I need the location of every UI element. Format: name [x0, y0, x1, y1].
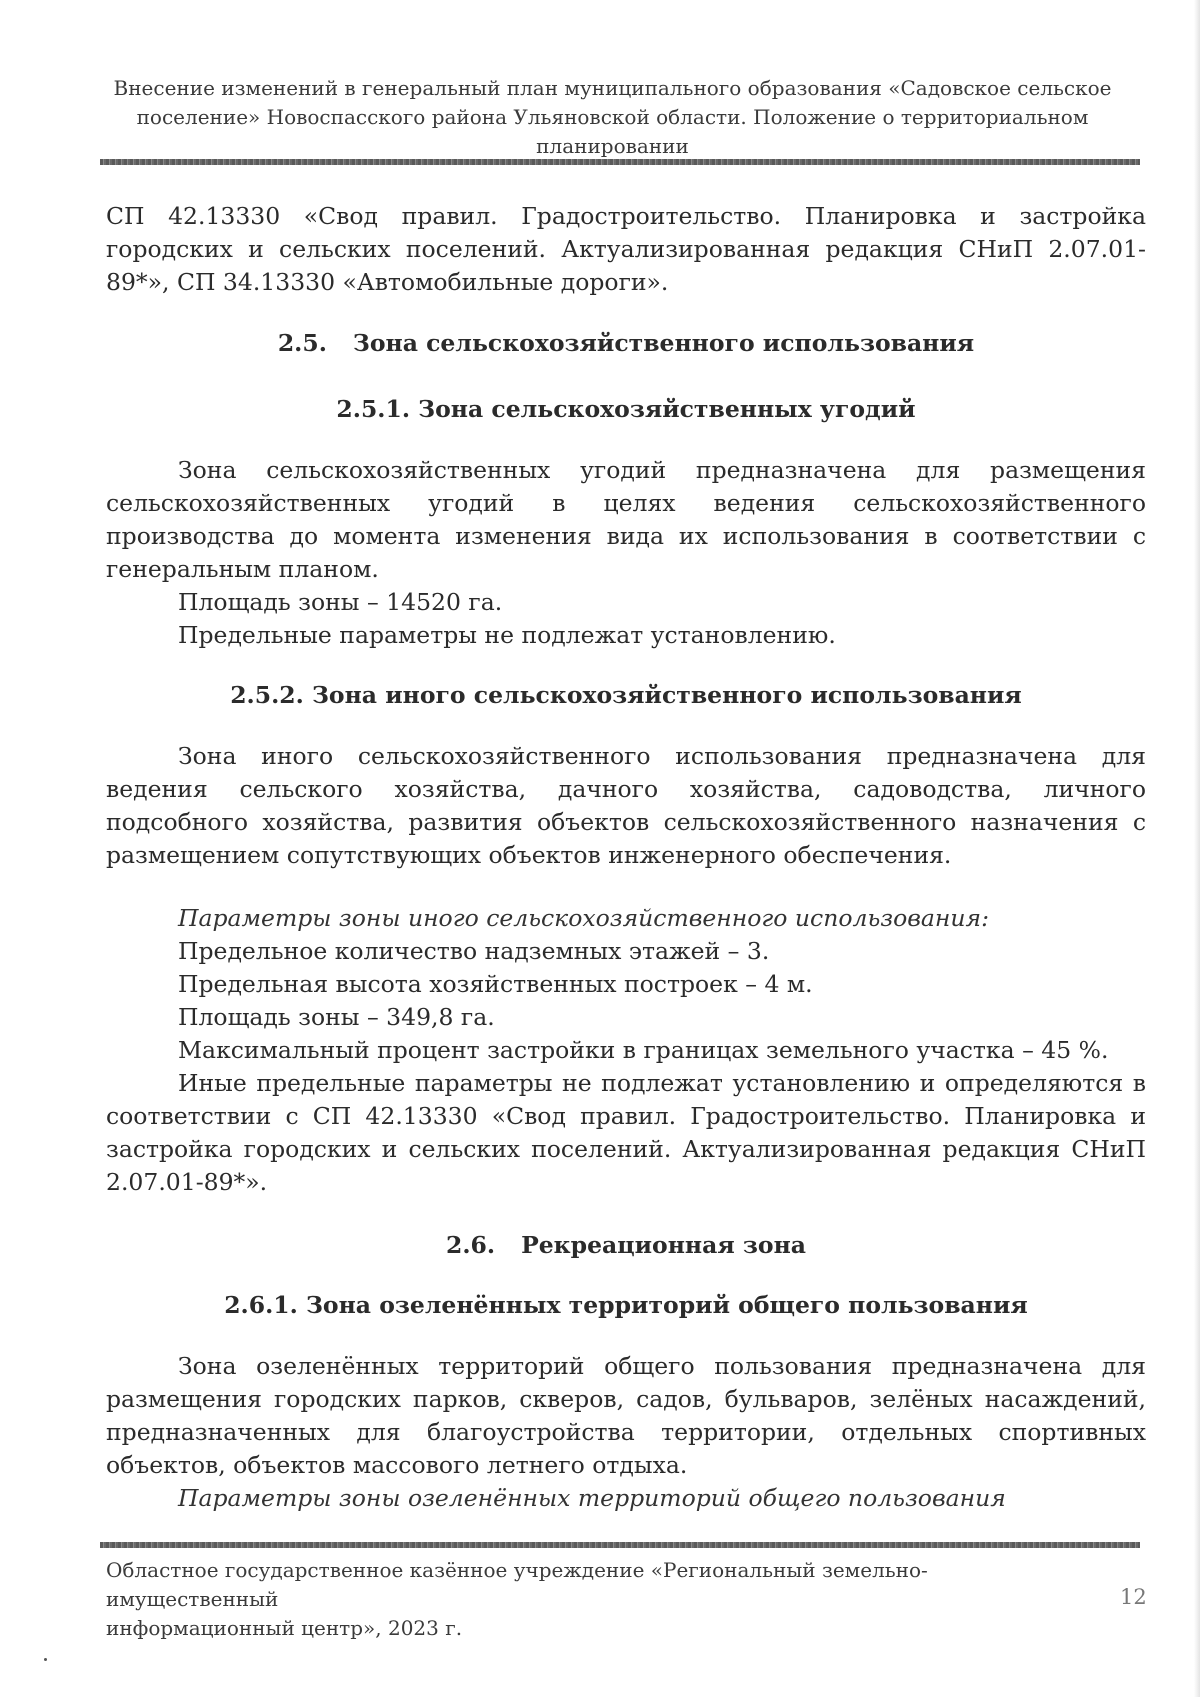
header-line-3: планировании — [536, 134, 689, 158]
header-divider — [100, 159, 1140, 165]
section-heading-2-5 — [106, 327, 1146, 360]
param-percent: Максимальный процент застройки в границах земельного участка – 45 %. — [178, 1036, 1109, 1064]
param-height: Предельная высота хозяйственных построек – 4 м. — [178, 970, 813, 998]
section-title: Зона сельскохозяйственного использования — [352, 329, 975, 357]
section-title: Рекреационная зона — [521, 1231, 806, 1259]
page-number: 12 — [1120, 1585, 1147, 1609]
params-heading-2-6-1: Параметры зоны озеленённых территорий общего пользования — [178, 1484, 1006, 1512]
intro-paragraph: СП 42.13330 «Свод правил. Градостроительство. Планировка и застройка городских и сельских поселений. Актуализированная редакция СНиП 2.07.01-89*», СП 34.13330 «Автомобильные дороги». — [106, 202, 1146, 296]
footer-divider — [100, 1542, 1140, 1548]
running-footer — [106, 1556, 1096, 1643]
zone-area-2-5-1: Площадь зоны – 14520 га. — [178, 588, 503, 616]
other-params-2-5-2: Иные предельные параметры не подлежат установлению и определяются в соответствии с СП 42.13330 «Свод правил. Градостроительство. Планировка и застройка городских и сельских поселений. Актуализированная редакция СНиП 2.07.01-89*». — [106, 1069, 1146, 1196]
paragraph-2-5-2: Зона иного сельскохозяйственного использования предназначена для ведения сельского хозяйства, дачного хозяйства, садоводства, личного подсобного хозяйства, развития объектов сельскохозяйственного назначения с размещением сопутствующих объектов инженерного обеспечения. — [106, 742, 1146, 869]
footer-line-1: Областное государственное казённое учреждение «Региональный земельно-имущественный — [106, 1558, 928, 1611]
paragraph-2-5-1: Зона сельскохозяйственных угодий предназначена для размещения сельскохозяйственных угодий в целях ведения сельскохозяйственного производства до момента изменения вида их использования в соответствии с генеральным планом. — [106, 456, 1146, 583]
section-number: 2.6. — [445, 1231, 496, 1259]
subsection-heading-2-5-1: 2.5.1. Зона сельскохозяйственных угодий — [336, 395, 916, 423]
param-area: Площадь зоны – 349,8 га. — [178, 1003, 495, 1031]
param-floors: Предельное количество надземных этажей – 3. — [178, 937, 770, 965]
paragraph-2-6-1: Зона озеленённых территорий общего пользования предназначена для размещения городских парков, скверов, садов, бульваров, зелёных насаждений, предназначенных для благоустройства территории, отдельных спортивных объектов, объектов массового летнего отдыха. — [106, 1352, 1146, 1479]
footer-line-2: информационный центр», 2023 г. — [106, 1616, 463, 1640]
header-line-2: поселение» Новоспасского района Ульяновской области. Положение о территориальном — [136, 105, 1089, 129]
section-number: 2.5. — [277, 329, 327, 357]
running-header — [105, 74, 1120, 161]
page-edge — [1194, 0, 1200, 1697]
scan-speck — [44, 1658, 47, 1661]
subsection-heading-2-6-1: 2.6.1. Зона озеленённых территорий общего пользования — [224, 1291, 1028, 1319]
document-body — [106, 200, 1146, 1515]
subsection-heading-2-5-2: 2.5.2. Зона иного сельскохозяйственного использования — [230, 681, 1022, 709]
header-line-1: Внесение изменений в генеральный план муниципального образования «Садовское сельское — [113, 76, 1112, 100]
zone-limits-2-5-1: Предельные параметры не подлежат установлению. — [178, 621, 836, 649]
params-heading-2-5-2: Параметры зоны иного сельскохозяйственного использования: — [178, 904, 989, 932]
section-heading-2-6 — [106, 1229, 1146, 1262]
